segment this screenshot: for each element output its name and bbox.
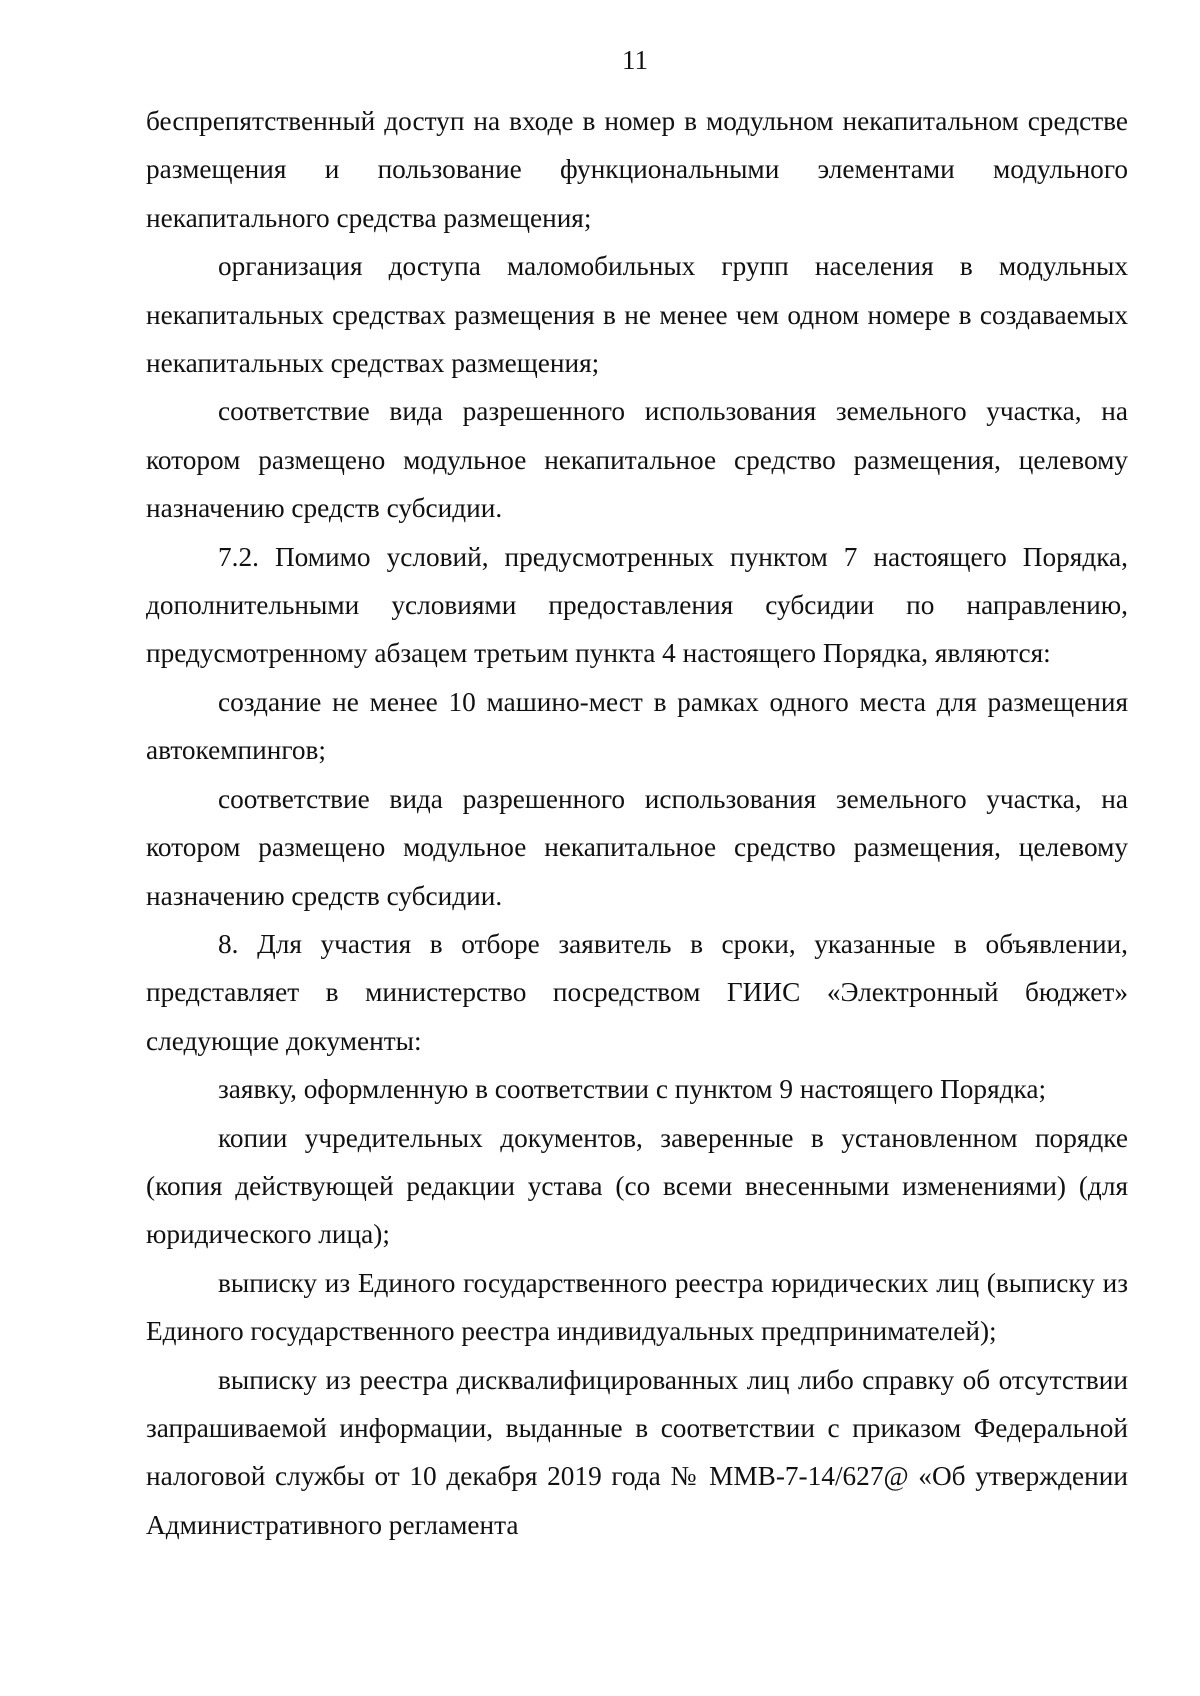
paragraph-continuation: беспрепятственный доступ на входе в номер в модульном некапитальном средстве размещения и пользование функциональными элементами модульного некапитального средства размещения;	[146, 106, 1128, 233]
paragraph-8: 8. Для участия в отборе заявитель в сроки, указанные в объявлении, представляет в министерство посредством ГИИС «Электронный бюджет» следующие документы:	[146, 928, 1128, 1056]
paragraph-land-use-2: соответствие вида разрешенного использования земельного участка, на котором размещено модульное некапитальное средство размещения, целевому назначению средств субсидии.	[146, 783, 1128, 911]
page-number: 11	[622, 45, 648, 75]
paragraph-land-use: соответствие вида разрешенного использования земельного участка, на котором размещено модульное некапитальное средство размещения, целевому назначению средств субсидии.	[146, 396, 1128, 524]
paragraph-charter-copies: копии учредительных документов, заверенные в установленном порядке (копия действующей редакции устава (со всеми внесенными изменениями) (для юридического лица);	[146, 1122, 1128, 1250]
paragraph-disqualified-registry: выписку из реестра дисквалифицированных лиц либо справку об отсутствии запрашиваемой информации, выданные в соответствии с приказом Федеральной налоговой службы от 10 декабря 2019 года № ММВ-7-14/627@ «Об утверждении Административного регламента	[146, 1364, 1128, 1540]
document-body	[146, 97, 1128, 1549]
paragraph-7-2: 7.2. Помимо условий, предусмотренных пунктом 7 настоящего Порядка, дополнительными условиями предоставления субсидии по направлению, предусмотренному абзацем третьим пункта 4 настоящего Порядка, являются:	[146, 541, 1128, 669]
paragraph-application: заявку, оформленную в соответствии с пунктом 9 настоящего Порядка;	[218, 1074, 1047, 1105]
paragraph-mobility-access: организация доступа маломобильных групп населения в модульных некапитальных средствах размещения в не менее чем одном номере в создаваемых некапитальных средствах размещения;	[146, 251, 1128, 379]
paragraph-parking-spaces: создание не менее 10 машино-мест в рамках одного места для размещения автокемпингов;	[146, 686, 1128, 766]
paragraph-registry-extract: выписку из Единого государственного реестра юридических лиц (выписку из Единого государственного реестра индивидуальных предпринимателей);	[146, 1267, 1128, 1347]
